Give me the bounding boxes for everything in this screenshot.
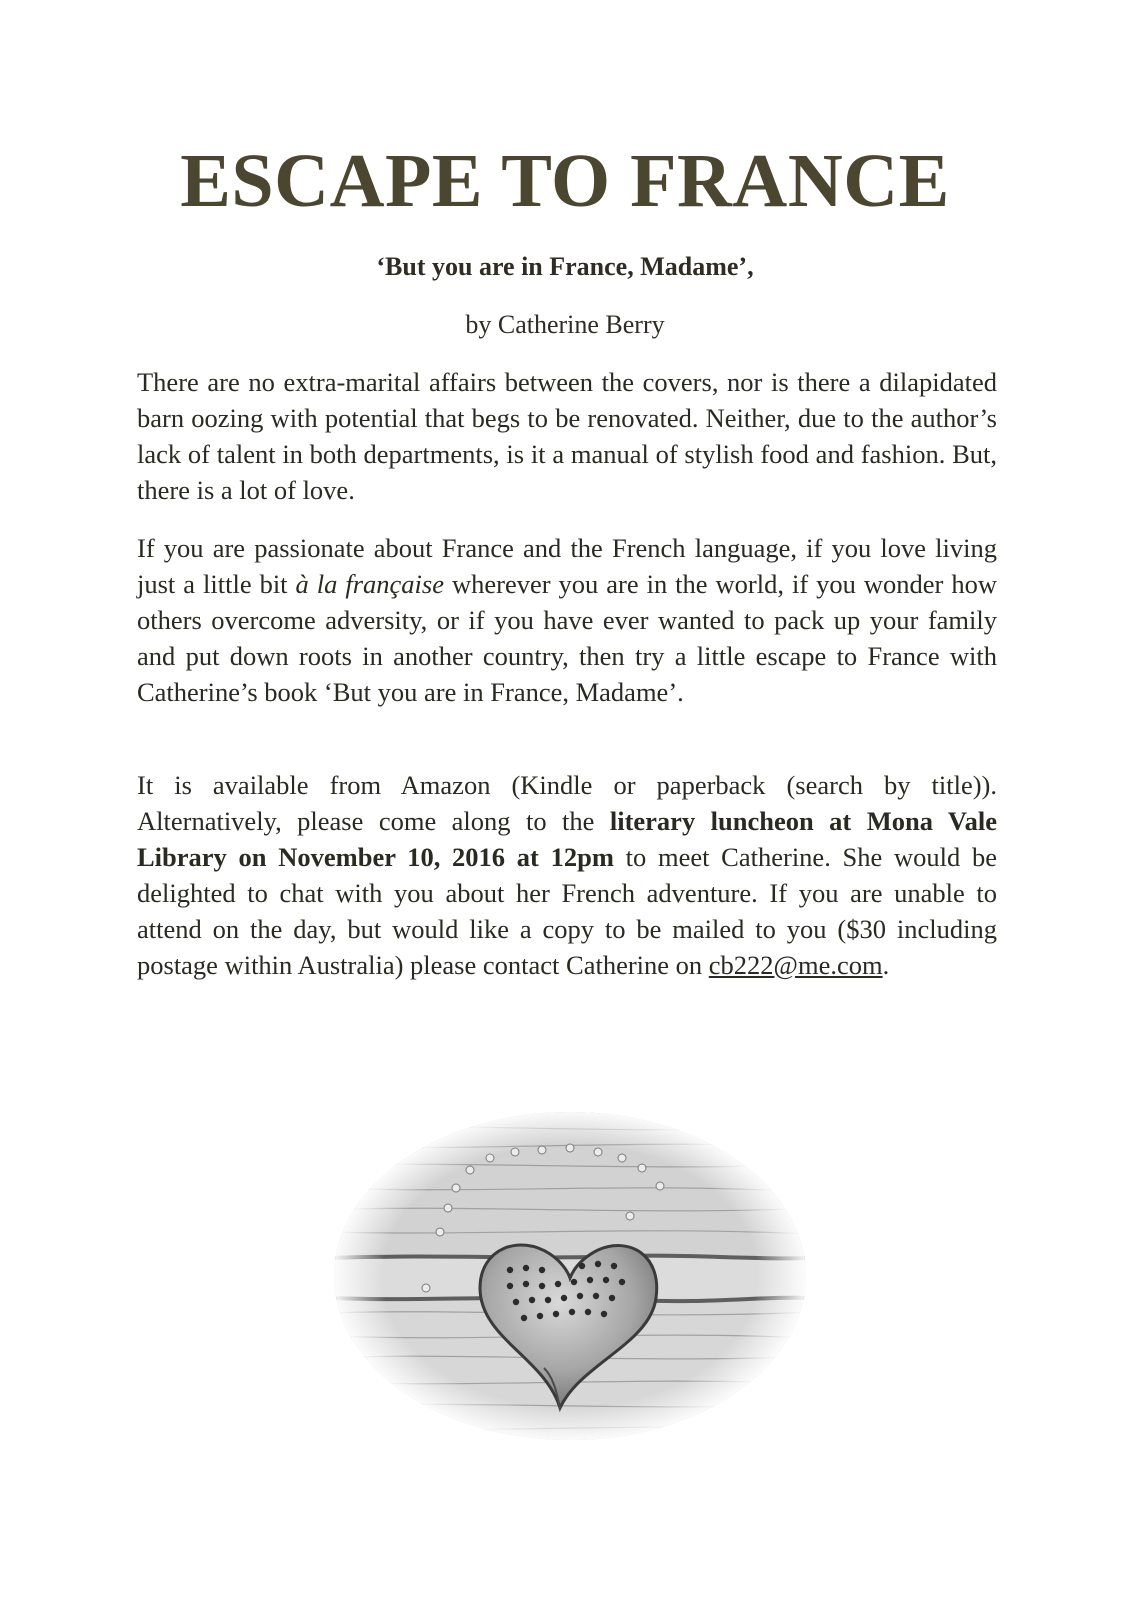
paragraph-passion-text-2: wherever you are in the world, if you wonder how others overcome adversity, or if you have ever wanted to pack up your family and put down roots in another country, then try a little escape to France with Catherine’s book ‘But you are in France, Madame’. <box>137 569 997 707</box>
paragraph-availability-end: . <box>882 950 890 980</box>
paragraph-availability <box>137 767 997 983</box>
paragraph-passion <box>137 530 997 710</box>
paragraph-availability-text-1: It is available from Amazon (Kindle or paperback (search by title)). Alternatively, please come along to the <box>137 770 997 836</box>
book-subtitle: ‘But you are in France, Madame’, <box>376 252 754 281</box>
paragraph-passion-text-1: If you are passionate about France and the French language, if you love living just a little bit <box>137 533 997 599</box>
author-byline: by Catherine Berry <box>465 310 665 339</box>
paragraph-intro: There are no extra-marital affairs between the covers, nor is there a dilapidated barn oozing with potential that begs to be renovated. Neither, due to the author’s lack of talent in both departments, is it a manual of stylish food and fashion. But, there is a lot of love. <box>137 367 997 505</box>
page-title: ESCAPE TO FRANCE <box>180 139 950 223</box>
email-link[interactable]: cb222@me.com <box>708 950 883 980</box>
italic-phrase: à la française <box>295 569 444 599</box>
event-details: literary luncheon at Mona Vale Library on November 10, 2016 at 12pm <box>137 806 997 872</box>
paragraph-availability-text-2: to meet Catherine. She would be delighted to chat with you about her French adventure. If you are unable to attend on the day, but would like a copy to be mailed to you ($30 including postage within Australia) please contact Catherine on <box>137 842 998 980</box>
heart-cutout-wood-icon <box>330 1108 810 1444</box>
